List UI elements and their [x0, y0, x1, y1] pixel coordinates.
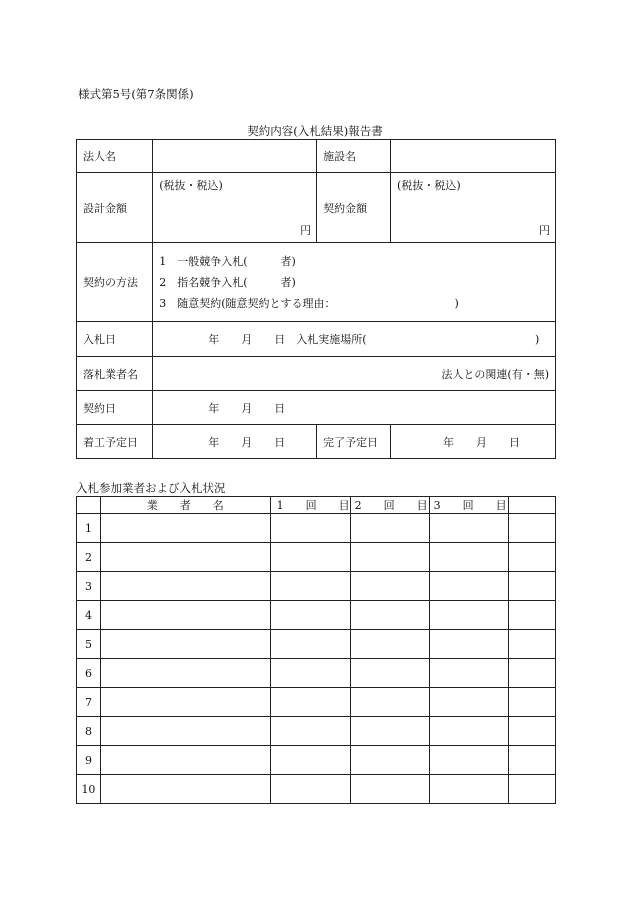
extra-cell[interactable] [508, 601, 555, 630]
contract-date-label: 契約日 [77, 391, 153, 425]
extra-cell[interactable] [508, 659, 555, 688]
participant-row [77, 601, 556, 630]
round-3-cell[interactable] [429, 746, 508, 775]
round-3-cell[interactable] [429, 630, 508, 659]
company-name-cell[interactable] [100, 717, 270, 746]
round-2-cell[interactable] [350, 572, 429, 601]
round-2-cell[interactable] [350, 717, 429, 746]
round-1-cell[interactable] [270, 746, 350, 775]
participant-row [77, 775, 556, 804]
form-number: 様式第5号(第7条関係) [78, 87, 194, 101]
row-number: 3 [77, 572, 101, 601]
company-name-cell[interactable] [100, 775, 270, 804]
round-2-cell[interactable] [350, 775, 429, 804]
round-1-cell[interactable] [270, 775, 350, 804]
row-number: 4 [77, 601, 101, 630]
relation-text: 法人との関連(有・無) [441, 367, 549, 381]
participant-row [77, 572, 556, 601]
extra-cell[interactable] [508, 543, 555, 572]
extra-cell[interactable] [508, 775, 555, 804]
company-name-cell[interactable] [100, 746, 270, 775]
participant-row [77, 543, 556, 572]
round-3-cell[interactable] [429, 659, 508, 688]
end-date-field[interactable]: 年 月 日 [391, 425, 556, 459]
company-name-cell[interactable] [100, 572, 270, 601]
extra-cell[interactable] [508, 688, 555, 717]
round-2-cell[interactable] [350, 659, 429, 688]
method-option-general[interactable]: 1 一般競争入札( 者) [159, 254, 296, 268]
winner-row [77, 357, 556, 391]
bid-date-field[interactable]: 年 月 日 入札実施場所( ) [153, 322, 556, 357]
schedule-row [77, 425, 556, 459]
corp-name-label: 法人名 [77, 140, 153, 173]
participant-row [77, 746, 556, 775]
row-number: 9 [77, 746, 101, 775]
round-3-cell[interactable] [429, 688, 508, 717]
header-extra-cell [508, 497, 555, 514]
participants-title: 入札参加業者および入札状況 [76, 481, 226, 495]
round-1-cell[interactable] [270, 630, 350, 659]
round-2-cell[interactable] [350, 601, 429, 630]
company-name-cell[interactable] [100, 630, 270, 659]
contract-date-row [77, 391, 556, 425]
round-2-cell[interactable] [350, 514, 429, 543]
participant-row [77, 717, 556, 746]
round-3-cell[interactable] [429, 514, 508, 543]
document-title: 契約内容(入札結果)報告書 [247, 124, 383, 138]
round-1-cell[interactable] [270, 717, 350, 746]
amount-row [77, 173, 556, 243]
design-yen-unit: 円 [300, 224, 312, 237]
row-number: 10 [77, 775, 101, 804]
row-number: 7 [77, 688, 101, 717]
method-label: 契約の方法 [77, 243, 153, 322]
round-1-cell[interactable] [270, 543, 350, 572]
company-name-cell[interactable] [100, 688, 270, 717]
row-number: 8 [77, 717, 101, 746]
round-2-cell[interactable] [350, 630, 429, 659]
method-row [77, 243, 556, 322]
contract-amount-field[interactable] [391, 173, 556, 243]
round-3-cell[interactable] [429, 717, 508, 746]
contract-yen-unit: 円 [539, 224, 550, 237]
participants-header-row [77, 497, 556, 514]
participant-row [77, 514, 556, 543]
extra-cell[interactable] [508, 717, 555, 746]
winner-label: 落札業者名 [77, 357, 153, 391]
row-number: 6 [77, 659, 101, 688]
facility-name-label: 施設名 [317, 140, 391, 173]
header-round-2: 2 回 目 [350, 497, 429, 514]
header-round-1: 1 回 目 [270, 497, 350, 514]
winner-field[interactable] [153, 357, 556, 391]
design-tax-note: (税抜・税込) [159, 179, 223, 192]
end-date-label: 完了予定日 [317, 425, 391, 459]
method-option-designated[interactable]: 2 指名競争入札( 者) [159, 275, 296, 289]
participants-table [76, 496, 556, 804]
round-2-cell[interactable] [350, 688, 429, 717]
header-round-3: 3 回 目 [429, 497, 508, 514]
round-3-cell[interactable] [429, 572, 508, 601]
report-table [76, 139, 556, 459]
bid-date-row [77, 322, 556, 357]
contract-date-field[interactable]: 年 月 日 [153, 391, 556, 425]
company-name-cell[interactable] [100, 601, 270, 630]
row-number: 2 [77, 543, 101, 572]
method-options[interactable] [153, 243, 556, 322]
participant-row [77, 688, 556, 717]
company-name-cell[interactable] [100, 659, 270, 688]
extra-cell[interactable] [508, 746, 555, 775]
round-1-cell[interactable] [270, 514, 350, 543]
round-2-cell[interactable] [350, 746, 429, 775]
round-1-cell[interactable] [270, 601, 350, 630]
row-number: 1 [77, 514, 101, 543]
company-name-cell[interactable] [100, 543, 270, 572]
start-date-label: 着工予定日 [77, 425, 153, 459]
round-3-cell[interactable] [429, 775, 508, 804]
participant-row [77, 659, 556, 688]
header-number-cell [77, 497, 101, 514]
round-2-cell[interactable] [350, 543, 429, 572]
extra-cell[interactable] [508, 514, 555, 543]
contract-amount-label: 契約金額 [317, 173, 391, 243]
extra-cell[interactable] [508, 630, 555, 659]
round-3-cell[interactable] [429, 543, 508, 572]
bid-date-label: 入札日 [77, 322, 153, 357]
extra-cell[interactable] [508, 572, 555, 601]
round-1-cell[interactable] [270, 572, 350, 601]
round-1-cell[interactable] [270, 688, 350, 717]
facility-name-field[interactable] [391, 140, 556, 173]
round-3-cell[interactable] [429, 601, 508, 630]
participant-row [77, 630, 556, 659]
row-number: 5 [77, 630, 101, 659]
round-1-cell[interactable] [270, 659, 350, 688]
header-company-name: 業 者 名 [100, 497, 270, 514]
corp-row [77, 140, 556, 173]
company-name-cell[interactable] [100, 514, 270, 543]
start-date-field[interactable]: 年 月 日 [153, 425, 317, 459]
method-option-negotiated[interactable]: 3 随意契約(随意契約とする理由： ) [159, 296, 459, 310]
corp-name-field[interactable] [153, 140, 317, 173]
design-amount-field[interactable] [153, 173, 317, 243]
design-amount-label: 設計金額 [77, 173, 153, 243]
contract-tax-note: (税抜・税込) [397, 179, 461, 192]
